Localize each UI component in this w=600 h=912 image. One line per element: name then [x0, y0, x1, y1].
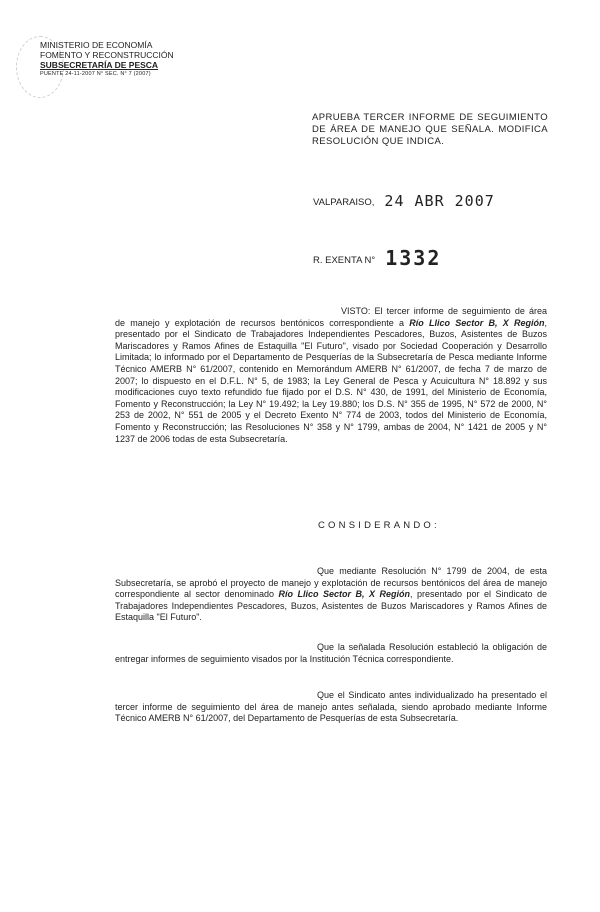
resolution-label: R. EXENTA N°: [313, 255, 376, 266]
considerando-paragraph-1: [115, 566, 547, 624]
considerando-paragraph-2: Que la señalada Resolución estableció la obligación de entregar informes de seguimiento visados por la Institución Técnica correspondiente.: [115, 642, 547, 664]
visto-emphasis: Río Llico Sector B, X Región: [409, 317, 545, 328]
visto-text-2: , presentado por el Sindicato de Trabajadores Independientes Pescadores, Buzos, Asistentes de Buzos Mariscadores y Ramos Afines de Estaquilla "El Futuro", visado por Sociedad Cooperación y Desarrollo Limitada; lo informado por el Departamento de Pesquerías de la Subsecretaría de Pesca mediante Informe Técnico AMERB N° 61/2007, contenido en Memorándum AMERB N° 61/2007, de fecha 7 de marzo de 2007; lo dispuesto en el D.F.L. N° 5, de 1983; la Ley General de Pesca y Acuicultura N° 18.892 y sus modificaciones cuyo texto refundido fue fijado por el D.S. N° 430, de 1991, del Ministerio de Economía, Fomento y Reconstrucción; la Ley N° 19.492; la Ley 19.880; los D.S. N° 355 de 1995, N° 572 de 2000, N° 253 de 2002, N° 551 de 2005 y el Decreto Exento N° 774 de 2003, todos del Ministerio de Economía, Fomento y Reconstrucción; las Resoluciones N° 358 y N° 1799, ambas de 2004, N° 1421 de 2005 y N° 1237 de 2006 todas de esta Subsecretaría.: [115, 317, 548, 444]
considerando-heading: CONSIDERANDO:: [318, 520, 440, 531]
date-place: VALPARAISO,: [313, 197, 375, 208]
c1-text-2: , presentado por el Sindicato de Trabajadores Independientes Pescadores, Buzos, Asistentes de Buzos Mariscadores y Ramos Afines de Estaquilla "El Futuro".: [115, 589, 547, 623]
subsecretaria-line: SUBSECRETARÍA DE PESCA: [40, 60, 159, 70]
date-line: [313, 192, 495, 210]
c1-text-1: Que mediante Resolución N° 1799 de 2004, de esta Subsecretaría, se aprobó el proyecto de manejo y explotación de recursos bentónicos del área de manejo correspondiente al sector denominado: [115, 566, 547, 600]
letterhead: [40, 40, 220, 78]
ministry-line-2: FOMENTO Y RECONSTRUCCIÓN: [40, 50, 174, 60]
letterhead-small-line: PUENTE 24-11-2007 N° SEC. N° 7 (2007): [40, 71, 151, 77]
resolution-subject: APRUEBA TERCER INFORME DE SEGUIMIENTO DE ÁREA DE MANEJO QUE SEÑALA. MODIFICA RESOLUCIÓN QUE INDICA.: [312, 112, 548, 147]
resolution-number: 1332: [385, 246, 442, 270]
ministry-line-1: MINISTERIO DE ECONOMÍA: [40, 40, 153, 50]
resolution-number-line: [313, 246, 441, 270]
visto-text-1: VISTO: El tercer informe de seguimiento de área de manejo y explotación de recursos bentónicos correspondiente a: [115, 306, 547, 328]
c1-emphasis: Río Llico Sector B, X Región: [278, 589, 410, 600]
considerando-paragraph-3: Que el Sindicato antes individualizado ha presentado el tercer informe de seguimiento del área de manejo antes señalada, siendo aprobado mediante Informe Técnico AMERB N° 61/2007, del Departamento de Pesquerías de esta Subsecretaría.: [115, 690, 547, 724]
date-stamp: 24 ABR 2007: [384, 192, 495, 210]
visto-paragraph: [115, 306, 547, 445]
